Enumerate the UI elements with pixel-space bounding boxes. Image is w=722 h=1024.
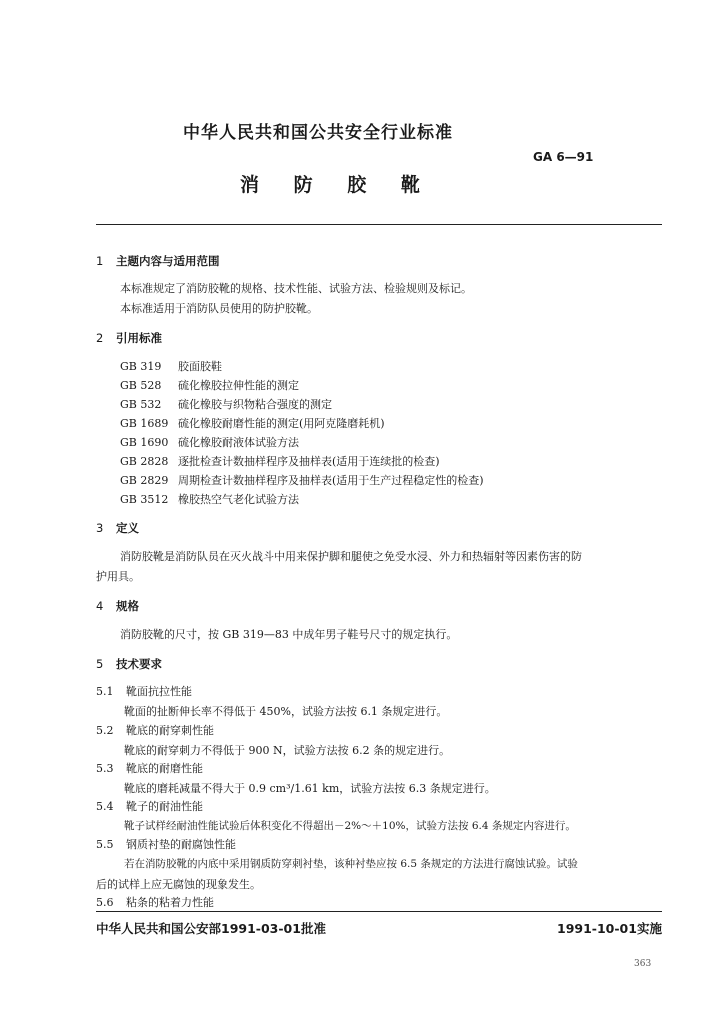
paragraph: 消防胶靴是消防队员在灭火战斗中用来保护脚和腿使之免受水浸、外力和热辐射等因素伤害的防 — [120, 550, 582, 563]
subsection-number: 5.6 — [96, 896, 114, 909]
paragraph: 本标准规定了消防胶靴的规格、技术性能、试验方法、检验规则及标记。 — [120, 282, 472, 295]
subsection-heading — [96, 760, 203, 776]
reference-item — [120, 358, 222, 374]
section-number: 4 — [96, 599, 104, 613]
document-title: 消 防 胶 靴 — [240, 174, 434, 196]
paragraph: 后的试样上应无腐蚀的现象发生。 — [96, 878, 261, 891]
reference-item — [120, 415, 385, 431]
issuing-organization: 中华人民共和国公共安全行业标准 — [183, 123, 453, 143]
subsection-number: 5.4 — [96, 800, 114, 813]
paragraph: 靴底的耐穿刺力不得低于 900 N，试验方法按 6.2 条的规定进行。 — [124, 744, 451, 757]
paragraph: 护用具。 — [96, 570, 140, 583]
section-title: 主题内容与适用范围 — [116, 254, 220, 268]
reference-title: 硫化橡胶耐磨性能的测定(用阿克隆磨耗机) — [178, 417, 385, 430]
approval-line: 中华人民共和国公安部1991-03-01批准 — [96, 921, 326, 936]
reference-code: GB 3512 — [120, 493, 169, 506]
subsection-number: 5.2 — [96, 724, 114, 737]
paragraph: 若在消防胶靴的内底中采用钢质防穿刺衬垫，该种衬垫应按 6.5 条规定的方法进行腐蚀试验。试验 — [124, 858, 578, 870]
reference-item — [120, 396, 332, 412]
reference-code: GB 2828 — [120, 455, 169, 468]
subsection-number: 5.1 — [96, 685, 114, 698]
reference-title: 逐批检查计数抽样程序及抽样表(适用于连续批的检查) — [178, 455, 440, 468]
reference-code: GB 2829 — [120, 474, 169, 487]
section-title: 引用标准 — [116, 331, 162, 345]
section-number: 1 — [96, 254, 104, 268]
reference-item — [120, 491, 299, 507]
section-3-heading — [96, 520, 139, 536]
reference-code: GB 319 — [120, 360, 162, 373]
paragraph: 本标准适用于消防队员使用的防护胶靴。 — [120, 302, 318, 315]
paragraph: 消防胶靴的尺寸，按 GB 319—83 中成年男子鞋号尺寸的规定执行。 — [120, 628, 458, 641]
reference-code: GB 1689 — [120, 417, 169, 430]
section-number: 2 — [96, 331, 104, 345]
paragraph: 靴底的磨耗减量不得大于 0.9 cm³/1.61 km，试验方法按 6.3 条规定进行。 — [124, 782, 496, 795]
reference-code: GB 528 — [120, 379, 162, 392]
header-rule — [96, 224, 662, 225]
reference-title: 硫化橡胶与织物粘合强度的测定 — [178, 398, 332, 411]
reference-item — [120, 453, 440, 469]
reference-title: 硫化橡胶耐液体试验方法 — [178, 436, 299, 449]
reference-item — [120, 434, 299, 450]
section-title: 定义 — [116, 521, 139, 535]
subsection-number: 5.5 — [96, 838, 114, 851]
page-number: 363 — [634, 959, 652, 969]
subsection-heading — [96, 798, 203, 814]
subsection-title: 靴底的耐磨性能 — [126, 762, 203, 775]
subsection-title: 粘条的粘着力性能 — [126, 896, 214, 909]
section-4-heading — [96, 598, 139, 614]
subsection-title: 靴面抗拉性能 — [126, 685, 192, 698]
subsection-title: 靴子的耐油性能 — [126, 800, 203, 813]
footer-rule — [96, 911, 662, 912]
reference-code: GB 1690 — [120, 436, 169, 449]
section-1-heading — [96, 253, 220, 269]
paragraph: 靴子试样经耐油性能试验后体积变化不得超出－2%～＋10%，试验方法按 6.4 条规定内容进行。 — [124, 820, 576, 832]
subsection-heading — [96, 722, 214, 738]
reference-title: 周期检查计数抽样程序及抽样表(适用于生产过程稳定性的检查) — [178, 474, 484, 487]
section-5-heading — [96, 656, 162, 672]
reference-title: 硫化橡胶拉伸性能的测定 — [178, 379, 299, 392]
reference-title: 胶面胶鞋 — [178, 360, 222, 373]
subsection-title: 钢质衬垫的耐腐蚀性能 — [126, 838, 236, 851]
reference-item — [120, 472, 484, 488]
subsection-title: 靴底的耐穿刺性能 — [126, 724, 214, 737]
section-number: 5 — [96, 657, 104, 671]
section-title: 技术要求 — [116, 657, 162, 671]
subsection-heading — [96, 894, 214, 910]
reference-code: GB 532 — [120, 398, 162, 411]
standard-code: GA 6—91 — [533, 150, 594, 164]
subsection-heading — [96, 683, 192, 699]
subsection-heading — [96, 836, 236, 852]
reference-item — [120, 377, 299, 393]
reference-title: 橡胶热空气老化试验方法 — [178, 493, 299, 506]
section-number: 3 — [96, 521, 104, 535]
section-2-heading — [96, 330, 162, 346]
section-title: 规格 — [116, 599, 139, 613]
paragraph: 靴面的扯断伸长率不得低于 450%，试验方法按 6.1 条规定进行。 — [124, 705, 448, 718]
subsection-number: 5.3 — [96, 762, 114, 775]
implementation-date: 1991-10-01实施 — [557, 921, 662, 936]
